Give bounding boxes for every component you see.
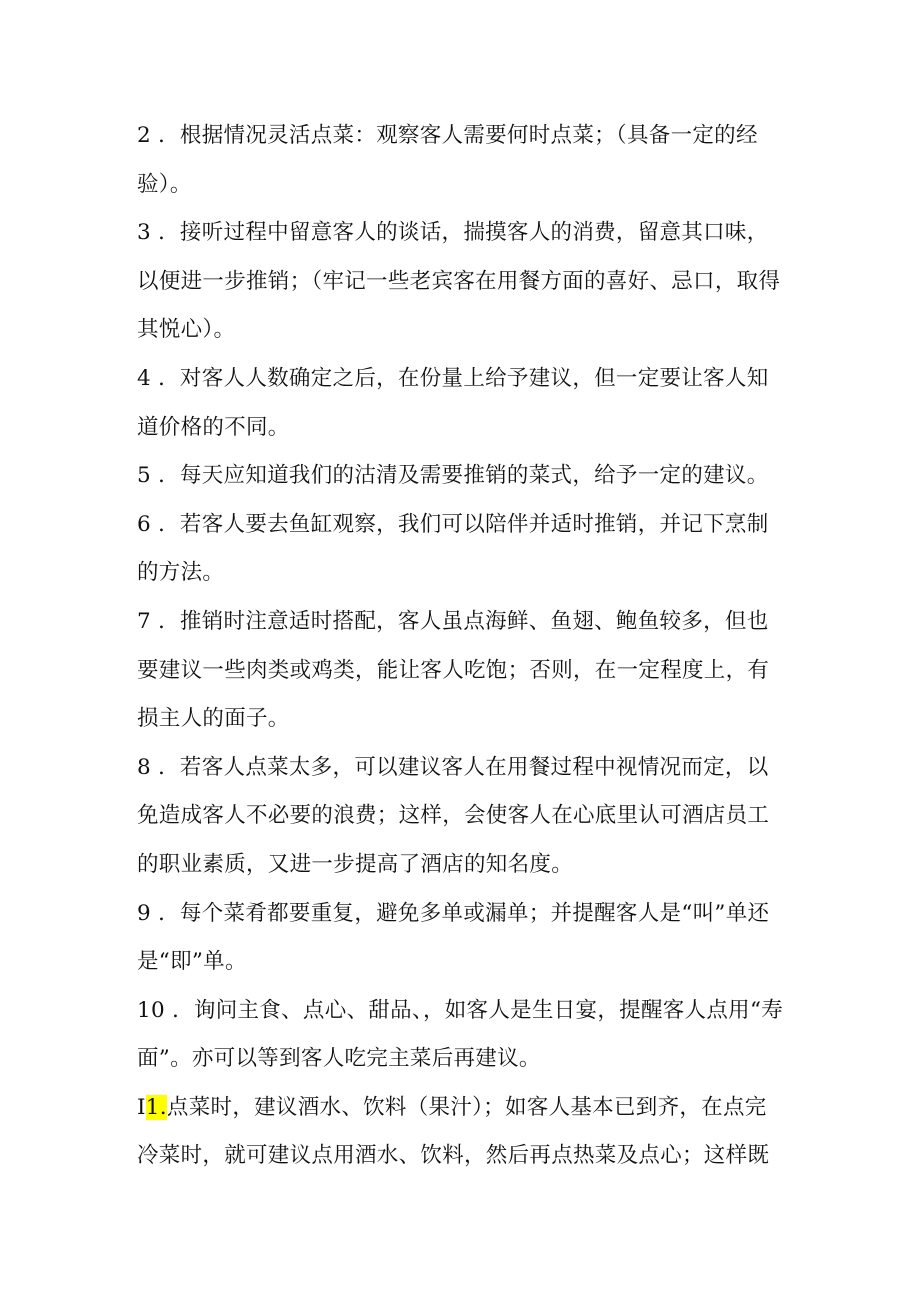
item-text: 对客人人数确定之后，在份量上给予建议，但一定要让客人知道价格的不同。 (137, 365, 769, 440)
list-item (137, 987, 787, 1084)
item-number: 9 ． (137, 900, 180, 926)
document-body (137, 112, 787, 1181)
item-number: 8 ． (137, 754, 180, 780)
item-text: 推销时注意适时搭配，客人虽点海鲜、鱼翅、鲍鱼较多，但也要建议一些肉类或鸡类，能让客人吃饱；否则，在一定程度上，有损主人的面子。 (137, 608, 770, 732)
list-item (137, 209, 787, 355)
list-item (137, 355, 787, 452)
item-text: 询问主食、点心、甜品、，如客人是生日宴，提醒客人点用“寿面”。亦可以等到客人吃完主菜后再建议。 (137, 997, 784, 1072)
list-item (137, 598, 787, 744)
list-item (137, 452, 787, 501)
item-text: 若客人要去鱼缸观察，我们可以陪伴并适时推销，并记下烹制的方法。 (137, 511, 769, 586)
item-number: 5 ． (137, 463, 180, 489)
item-number: 4 ． (137, 365, 180, 391)
item-number: 6 ． (137, 511, 180, 537)
item-text: 每个菜肴都要重复，避免多单或漏单；并提醒客人是“叫”单还是“即”单。 (137, 900, 770, 975)
item-number-prefix: I (137, 1094, 146, 1120)
item-text: 接听过程中留意客人的谈话，揣摸客人的消费，留意其口味，以便进一步推销；（牢记一些老宾客在用餐方面的喜好、忌口，取得其悦心）。 (137, 220, 781, 343)
item-number: 7 ． (137, 608, 180, 634)
item-number: 10 ． (137, 997, 194, 1023)
list-item (137, 890, 787, 987)
list-item (137, 744, 787, 890)
highlighted-number: 1. (145, 1094, 167, 1120)
item-number: 3 ． (137, 220, 180, 246)
item-text: 根据情况灵活点菜：观察客人需要何时点菜；（具备一定的经验）。 (137, 123, 758, 197)
list-item-highlighted (137, 1084, 787, 1181)
item-text: 若客人点菜太多，可以建议客人在用餐过程中视情况而定，以免造成客人不必要的浪费；这样，会使客人在心底里认可酒店员工的职业素质，又进一步提高了酒店的知名度。 (137, 754, 770, 877)
list-item (137, 112, 787, 209)
item-text: 点菜时，建议酒水、饮料（果汁）；如客人基本已到齐，在点完冷菜时，就可建议点用酒水、饮料，然后再点热菜及点心；这样既 (137, 1094, 770, 1169)
list-item (137, 501, 787, 598)
item-text: 每天应知道我们的沽清及需要推销的菜式，给予一定的建议。 (179, 463, 769, 489)
item-number: 2 ． (137, 123, 180, 148)
